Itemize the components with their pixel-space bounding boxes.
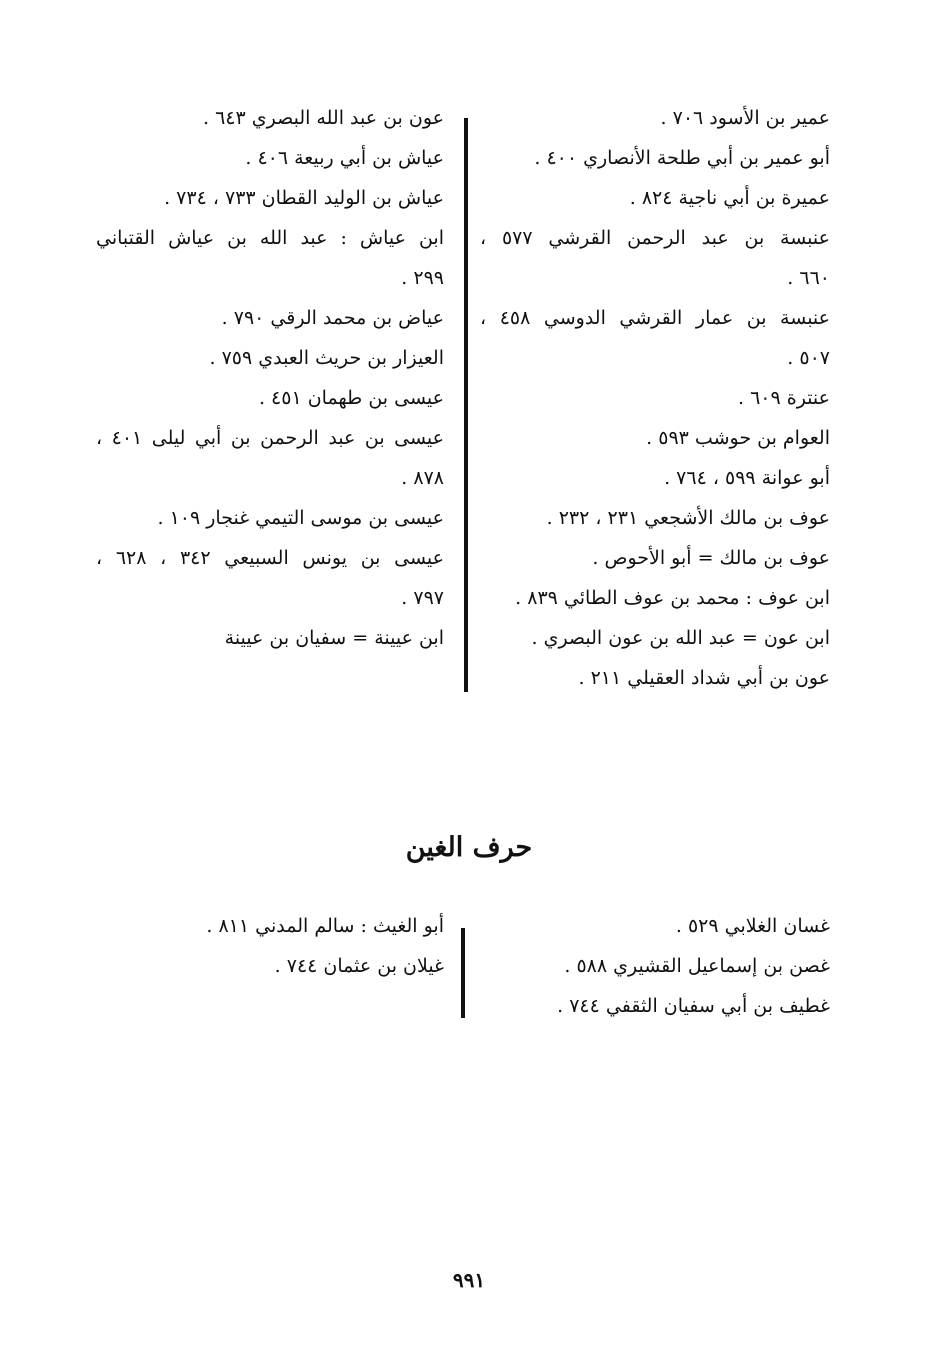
index-entry-continuation: ٥٠٧ . [787, 347, 830, 369]
index-entry: غسان الغلابي ٥٢٩ . [675, 915, 830, 937]
index-entry: عيسى بن يونس السبيعي ٣٤٢ ، ٦٢٨ ، [96, 547, 444, 569]
index-entry: عنبسة بن عمار القرشي الدوسي ٤٥٨ ، [480, 307, 830, 329]
column-divider-top [464, 118, 468, 692]
index-entry: أبو عوانة ٥٩٩ ، ٧٦٤ . [664, 467, 830, 489]
index-entry: عنبسة بن عبد الرحمن القرشي ٥٧٧ ، [480, 227, 830, 249]
index-entry: أبو عمير بن أبي طلحة الأنصاري ٤٠٠ . [534, 147, 830, 169]
index-entry-continuation: ٨٧٨ . [401, 467, 444, 489]
index-entry-continuation: ٢٩٩ . [401, 267, 444, 289]
index-entry: غيلان بن عثمان ٧٤٤ . [274, 955, 444, 977]
index-entry: عون بن أبي شداد العقيلي ٢١١ . [578, 667, 830, 689]
index-entry: ابن عون = عبد الله بن عون البصري . [531, 627, 830, 649]
index-entry: عوف بن مالك = أبو الأحوص . [592, 547, 830, 569]
index-entry: عون بن عبد الله البصري ٦٤٣ . [203, 107, 444, 129]
index-entry: عنترة ٦٠٩ . [738, 387, 830, 409]
index-entry: عيسى بن عبد الرحمن بن أبي ليلى ٤٠١ ، [96, 427, 444, 449]
page-number: ٩٩١ [452, 1268, 486, 1292]
index-column-left-bottom [96, 906, 444, 986]
index-entry: عوف بن مالك الأشجعي ٢٣١ ، ٢٣٢ . [546, 507, 830, 529]
index-entry: عياش بن أبي ربيعة ٤٠٦ . [245, 147, 444, 169]
index-entry: عمير بن الأسود ٧٠٦ . [660, 107, 830, 129]
index-entry-continuation: ٧٩٧ . [401, 587, 444, 609]
index-column-left-top [96, 98, 444, 658]
index-entry: عميرة بن أبي ناجية ٨٢٤ . [629, 187, 830, 209]
index-entry: عياش بن الوليد القطان ٧٣٣ ، ٧٣٤ . [164, 187, 444, 209]
section-title: حرف الغين [405, 832, 533, 863]
index-entry: أبو الغيث : سالم المدني ٨١١ . [206, 915, 444, 937]
index-entry: عيسى بن موسى التيمي غنجار ١٠٩ . [157, 507, 444, 529]
index-entry: العوام بن حوشب ٥٩٣ . [646, 427, 830, 449]
index-entry: عياض بن محمد الرقي ٧٩٠ . [221, 307, 444, 329]
index-entry: ابن عياش : عبد الله بن عياش القتباني [96, 227, 444, 249]
index-entry: غطيف بن أبي سفيان الثقفي ٧٤٤ . [557, 995, 830, 1017]
index-entry-continuation: ٦٦٠ . [787, 267, 830, 289]
column-divider-bottom [461, 928, 465, 1018]
index-column-right-bottom [480, 906, 830, 1026]
index-entry: ابن عيينة = سفيان بن عيينة [224, 627, 444, 649]
index-entry: ابن عوف : محمد بن عوف الطائي ٨٣٩ . [515, 587, 830, 609]
index-entry: غصن بن إسماعيل القشيري ٥٨٨ . [564, 955, 830, 977]
index-entry: العيزار بن حريث العبدي ٧٥٩ . [209, 347, 444, 369]
index-entry: عيسى بن طهمان ٤٥١ . [258, 387, 444, 409]
index-column-right-top [480, 98, 830, 698]
